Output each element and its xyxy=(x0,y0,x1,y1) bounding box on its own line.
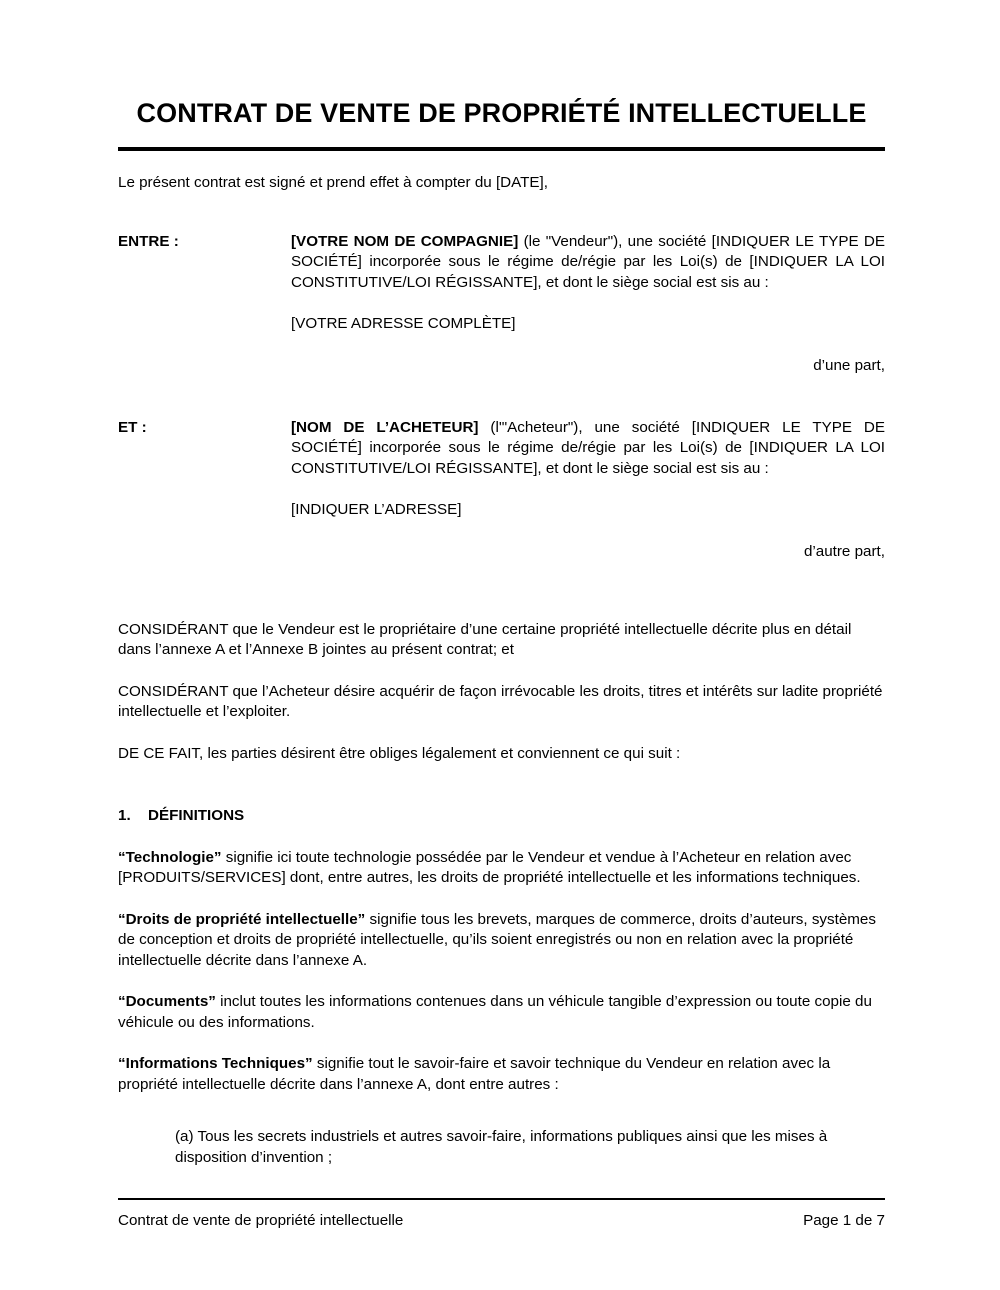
document-content xyxy=(118,0,885,1183)
definition-term: “Technologie” xyxy=(118,848,222,866)
definition-term: “Informations Techniques” xyxy=(118,1055,313,1073)
party-block-buyer xyxy=(118,418,885,521)
footer-page-number: Page 1 de 7 xyxy=(803,1212,885,1229)
party-label-buyer: ET : xyxy=(118,418,147,436)
party-address-buyer: [INDIQUER L’ADRESSE] xyxy=(291,500,462,518)
intro-paragraph: Le présent contrat est signé et prend effet à compter du [DATE], xyxy=(118,174,548,192)
recital-operative: DE CE FAIT, les parties désirent être obliges légalement et conviennent ce qui suit : xyxy=(118,744,681,762)
definition-informations-techniques xyxy=(118,1054,885,1095)
definition-droits-propriete xyxy=(118,910,885,972)
party-label-seller: ENTRE : xyxy=(118,232,179,250)
definition-text: inclut toutes les informations contenues dans un véhicule tangible d’expression ou toute copie du véhicule ou des informations. xyxy=(118,993,872,1031)
party-name-seller: [VOTRE NOM DE COMPAGNIE] xyxy=(291,232,519,250)
definition-text: signifie tout le savoir-faire et savoir technique du Vendeur en relation avec la propriété intellectuelle décrite dans l’annexe A, dont entre autres : xyxy=(118,1055,831,1093)
section-title: DÉFINITIONS xyxy=(148,807,245,825)
party-description-text-buyer: (l'"Acheteur"), une société [INDIQUER LE TYPE DE SOCIÉTÉ] incorporée sous le régime de/régie par les Loi(s) de [INDIQUER LA LOI CONSTITUTIVE/LOI RÉGISSANTE], et dont le siège social est sis au : xyxy=(291,418,886,477)
recital-second: CONSIDÉRANT que l’Acheteur désire acquérir de façon irrévocable les droits, titres et intérêts sur ladite propriété intellectuelle et l’exploiter. xyxy=(118,682,883,721)
party-description-seller xyxy=(291,232,885,294)
page-title: CONTRAT DE VENTE DE PROPRIÉTÉ INTELLECTUELLE xyxy=(136,98,867,128)
section-heading-definitions xyxy=(118,806,885,827)
page-footer xyxy=(118,1198,885,1231)
party-address-seller: [VOTRE ADRESSE COMPLÈTE] xyxy=(291,314,516,332)
section-number: 1. xyxy=(118,807,131,825)
sub-item-a: (a) Tous les secrets industriels et autres savoir-faire, informations publiques ainsi que les mises à disposition d’invention ; xyxy=(175,1128,828,1166)
definition-documents xyxy=(118,992,885,1033)
definition-term: “Droits de propriété intellectuelle” xyxy=(118,910,366,928)
footer-document-name: Contrat de vente de propriété intellectuelle xyxy=(118,1212,404,1229)
footer-divider xyxy=(118,1198,885,1200)
party-description-text-seller: (le "Vendeur"), une société [INDIQUER LE TYPE DE SOCIÉTÉ] incorporée sous le régime de/régie par les Loi(s) de [INDIQUER LA LOI CONSTITUTIVE/LOI RÉGISSANTE], et dont le siège social est sis au : xyxy=(291,232,885,291)
party-description-buyer xyxy=(291,418,885,480)
party-body-buyer xyxy=(291,418,885,521)
party-body-seller xyxy=(291,232,885,335)
definition-text: signifie ici toute technologie possédée par le Vendeur et vendue à l’Acheteur en relation avec [PRODUITS/SERVICES] dont, entre autres, les droits de propriété intellectuelle et les informations techniques. xyxy=(118,848,861,887)
party-side-seller: d’une part, xyxy=(813,357,885,375)
definition-technologie xyxy=(118,848,885,889)
definition-text: signifie tous les brevets, marques de commerce, droits d’auteurs, systèmes de conception et droits de propriété intellectuelle, qu’ils soient enregistrés ou non en relation avec la propriété intellectuelle décrite dans l’annexe A. xyxy=(118,910,876,969)
title-divider xyxy=(118,147,885,151)
definition-term: “Documents” xyxy=(118,993,216,1011)
party-side-buyer: d’autre part, xyxy=(803,543,885,561)
recital-first: CONSIDÉRANT que le Vendeur est le propriétaire d’une certaine propriété intellectuelle décrite plus en détail dans l’annexe A et l’Annexe B jointes au présent contrat; et xyxy=(118,620,852,659)
party-block-seller xyxy=(118,232,885,335)
party-name-buyer: [NOM DE L’ACHETEUR] xyxy=(291,418,479,436)
footer-row xyxy=(118,1211,885,1231)
